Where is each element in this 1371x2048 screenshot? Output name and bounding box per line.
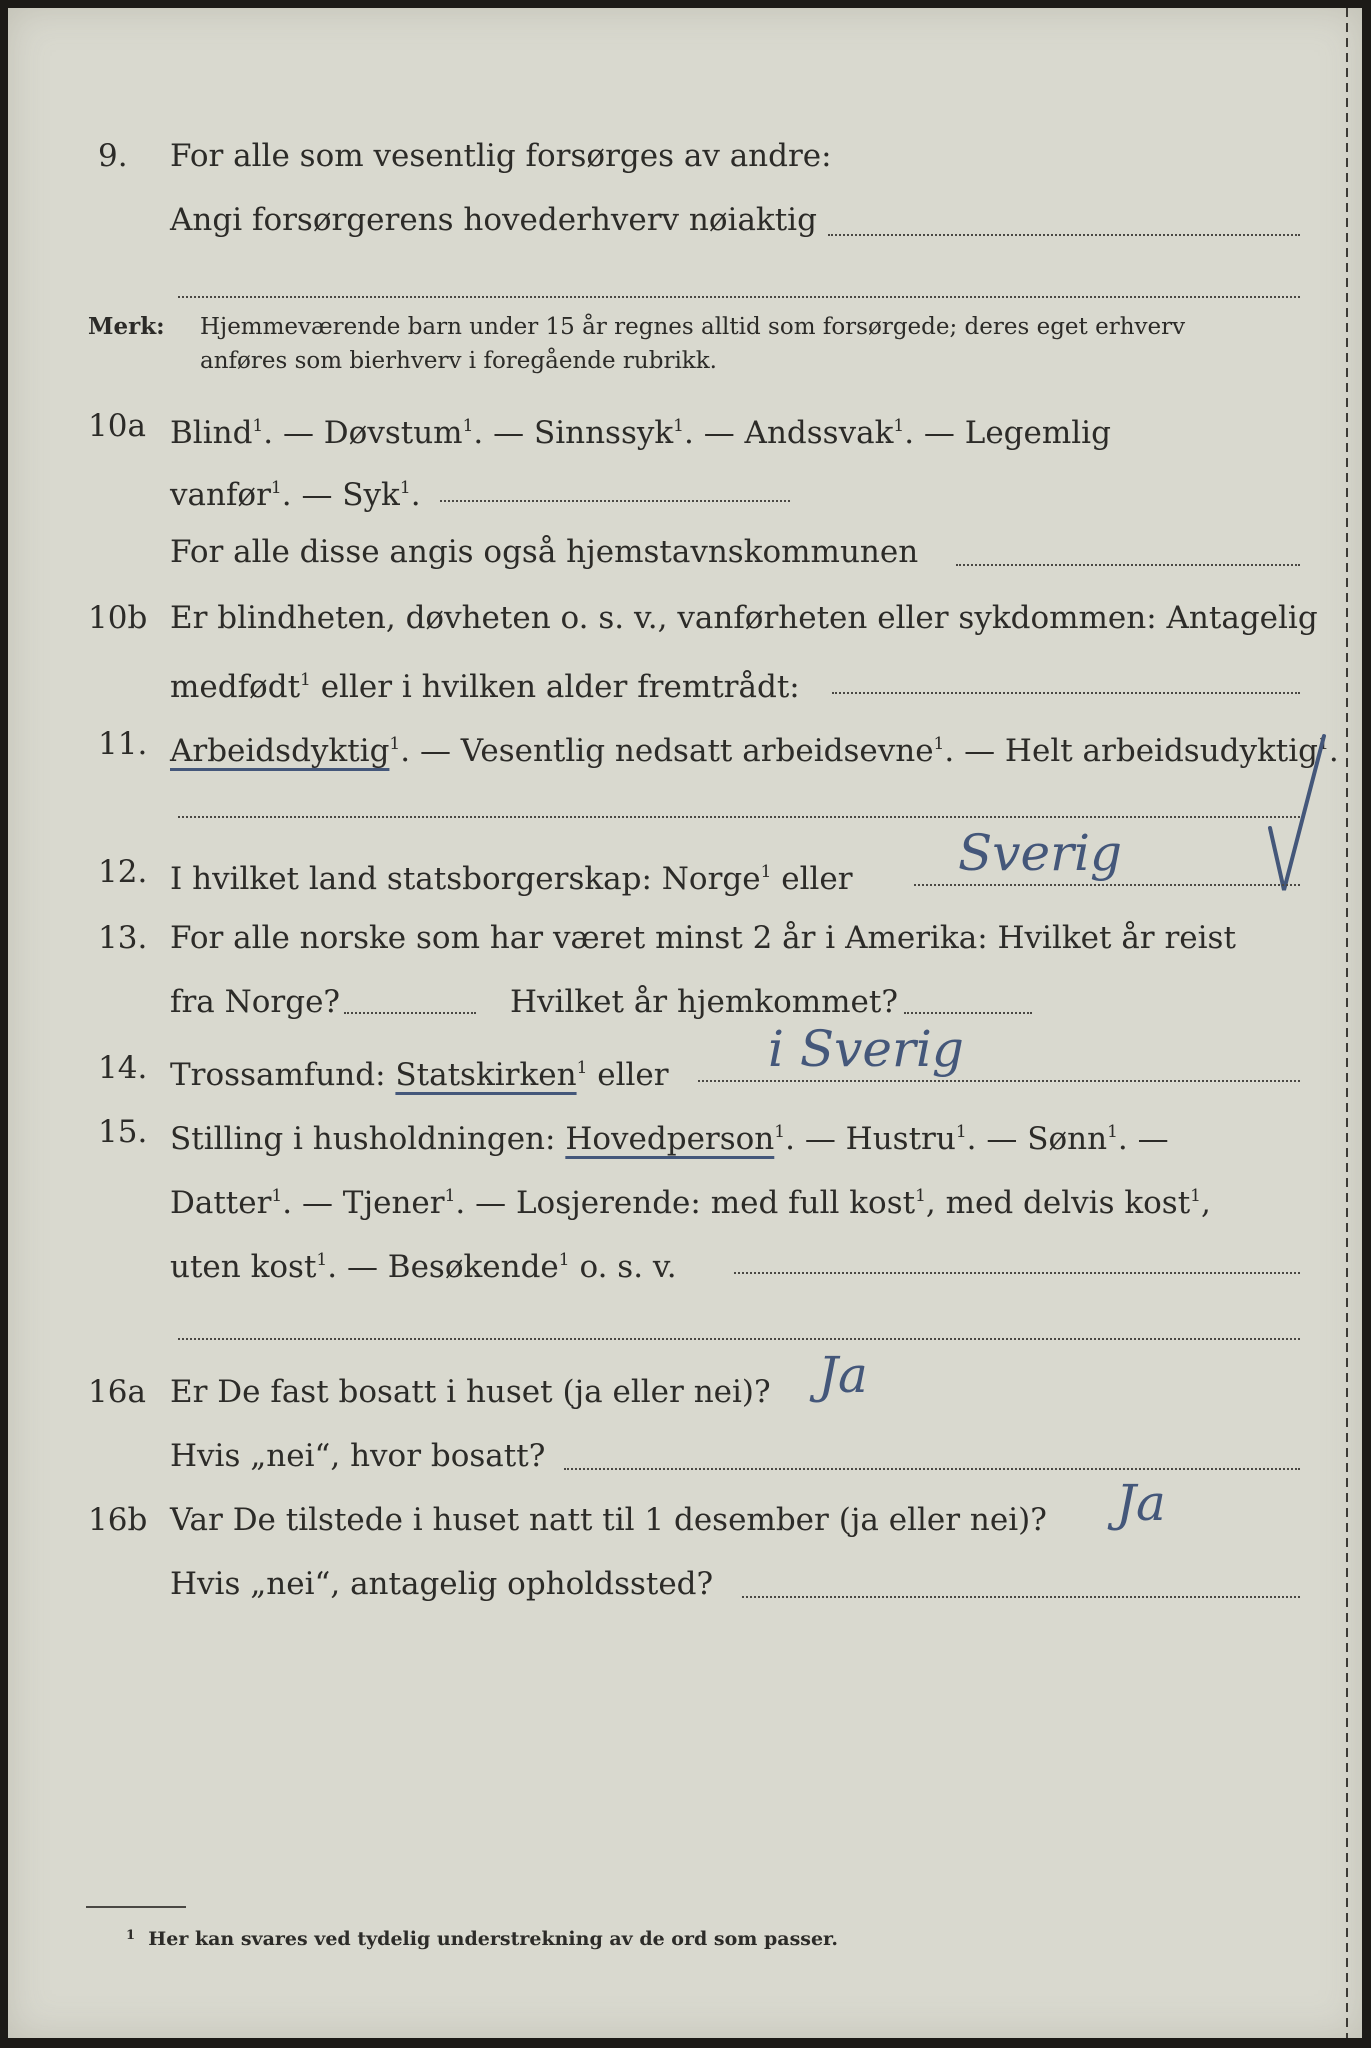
- perforated-edge: [1346, 8, 1348, 2038]
- q10b-line2: [8, 660, 1362, 705]
- q14-number: 14.: [98, 1050, 148, 1086]
- q10b-field[interactable]: [832, 692, 1300, 694]
- footnote-rule: [86, 1906, 186, 1908]
- merk-label: Merk:: [88, 313, 165, 340]
- q13-right-label: Hvilket år hjemkommet?: [510, 984, 898, 1020]
- q9-number: 9.: [98, 138, 128, 174]
- merk-line1: Hjemmeværende barn under 15 år regnes alltid som forsørgede; deres eget erhverv: [200, 314, 1186, 340]
- q15-options-3: uten kost$^1$. — Besøkende$^1$ o. s. v.: [170, 1249, 677, 1285]
- census-form-page: [8, 8, 1362, 2038]
- q12-number: 12.: [98, 854, 148, 890]
- q16a-number: 16a: [88, 1374, 146, 1410]
- q15-line3: [8, 1240, 1362, 1285]
- footnote-mark: 1: [126, 1928, 136, 1943]
- q10a-line3: [8, 532, 1362, 572]
- q15-line2: [8, 1176, 1362, 1221]
- q11-options: Arbeidsdyktig$^1$. — Vesentlig nedsatt arbeidsevne$^1$. — Helt arbeidsudyktig$^1$.: [170, 733, 1339, 769]
- q15-options: Stilling i husholdningen: Hovedperson$^1$. — Hustru$^1$. — Sønn$^1$. —: [170, 1121, 1169, 1157]
- q12-line: [8, 852, 1362, 897]
- q11-field[interactable]: [178, 816, 1300, 818]
- q13-right-field[interactable]: [904, 1012, 1032, 1014]
- q16a-line2: [8, 1436, 1362, 1476]
- q10a-options-2: vanfør$^1$. — Syk$^1$.: [170, 477, 421, 513]
- q10a-options: Blind$^1$. — Døvstum$^1$. — Sinnssyk$^1$. — Andssvak$^1$. — Legemlig: [170, 415, 1111, 451]
- q16b-field[interactable]: [742, 1596, 1300, 1598]
- q15-field[interactable]: [734, 1272, 1300, 1274]
- q13-line2: [8, 982, 1362, 1022]
- q10b-text-2: medfødt$^1$ eller i hvilken alder fremtrådt:: [170, 669, 800, 705]
- q16a-handwritten-answer: Ja: [818, 1346, 868, 1404]
- q16b-text: Var De tilstede i huset natt til 1 desember (ja eller nei)?: [170, 1502, 1047, 1538]
- q13-left-field[interactable]: [344, 1012, 476, 1014]
- q10a-sick-field[interactable]: [440, 500, 790, 502]
- q14-field[interactable]: [698, 1080, 1300, 1082]
- q11-number: 11.: [98, 726, 148, 762]
- q9-occupation-label: Angi forsørgerens hovederhverv nøiaktig: [170, 202, 817, 238]
- q10a-home-field[interactable]: [956, 564, 1300, 566]
- q13-line1: [8, 918, 1362, 958]
- q15-line1: [8, 1112, 1362, 1157]
- q16a-text: Er De fast bosatt i huset (ja eller nei)?: [170, 1374, 771, 1410]
- q16a-text-2: Hvis „nei“, hvor bosatt?: [170, 1438, 546, 1474]
- q16b-number: 16b: [88, 1502, 148, 1538]
- q10b-text: Er blindheten, døvheten o. s. v., vanførheten eller sykdommen: Antagelig: [170, 600, 1318, 636]
- q15-number: 15.: [98, 1114, 148, 1150]
- q9-line1: [8, 136, 1362, 176]
- footnote-text: Her kan svares ved tydelig understrekning av de ord som passer.: [148, 1928, 838, 1950]
- footnote: [126, 1928, 838, 1950]
- q10b-line1: [8, 598, 1362, 638]
- q12-text: I hvilket land statsborgerskap: Norge$^1$ eller: [170, 861, 853, 897]
- q13-text: For alle norske som har været minst 2 år i Amerika: Hvilket år reist: [170, 920, 1236, 956]
- q12-handwritten-answer: Sverig: [958, 824, 1122, 882]
- q16b-line2: [8, 1564, 1362, 1604]
- q9-extra-field[interactable]: [178, 296, 1300, 298]
- q13-left-label: fra Norge?: [170, 984, 341, 1020]
- q14-handwritten-answer: i Sverig: [768, 1020, 964, 1078]
- q9-text: For alle som vesentlig forsørges av andre:: [170, 138, 832, 174]
- q16b-handwritten-answer: Ja: [1116, 1474, 1166, 1532]
- q12-field[interactable]: [914, 884, 1300, 886]
- q15-options-2: Datter$^1$. — Tjener$^1$. — Losjerende: med full kost$^1$, med delvis kost$^1$,: [170, 1185, 1211, 1221]
- q9-occupation-field[interactable]: [828, 234, 1300, 236]
- q16b-text-2: Hvis „nei“, antagelig opholdssted?: [170, 1566, 714, 1602]
- q16a-field[interactable]: [564, 1468, 1300, 1470]
- q10a-line1: [8, 406, 1362, 451]
- q10a-number: 10a: [88, 408, 146, 444]
- q10a-home-label: For alle disse angis også hjemstavnskommunen: [170, 534, 919, 570]
- q11-line: [8, 724, 1362, 769]
- q15-extra-field[interactable]: [178, 1338, 1300, 1340]
- q14-line: [8, 1048, 1362, 1093]
- q14-text: Trossamfund: Statskirken$^1$ eller: [170, 1057, 669, 1093]
- q10b-number: 10b: [88, 600, 148, 636]
- q10a-line2: [8, 468, 1362, 513]
- q16a-line1: [8, 1372, 1362, 1412]
- q13-number: 13.: [98, 920, 148, 956]
- merk-line2: anføres som bierhverv i foregående rubrikk.: [200, 348, 717, 374]
